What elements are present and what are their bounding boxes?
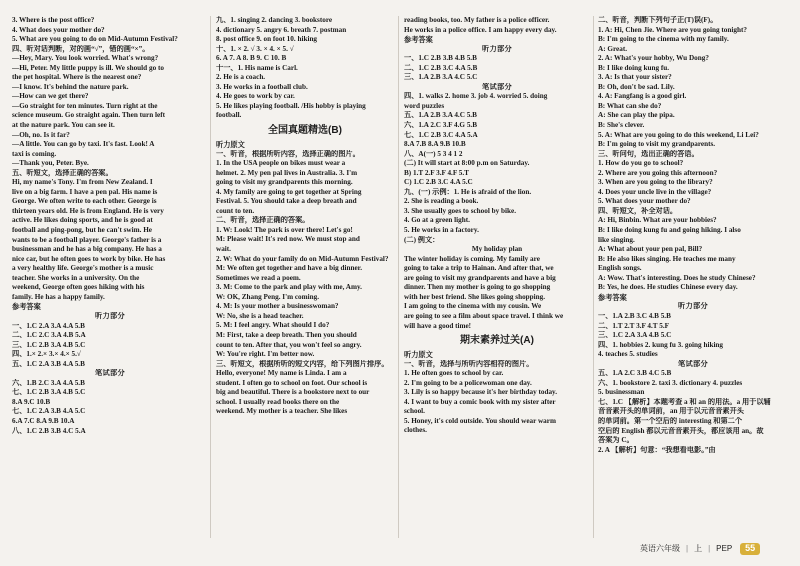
text-line: He works in a police office. I am happy every day. [404,25,557,34]
text-line: science museum. Go straight again. Then turn left [12,111,165,120]
column-4 [596,16,790,538]
text-line: 三、听短文，根据所听的短文内容，给下列图片排序。 [216,359,389,368]
text-line: 3. A: Is that your sister? [598,73,672,82]
text-line: 5. He likes playing football. /His hobby is playing [216,101,366,110]
text-line: 六、1.A 2.C 3.F 4.G 5.B [404,121,478,130]
text-line: 听力原文 [404,350,433,360]
text-line: a very healthy life. George's mother is a music [12,264,154,273]
text-line: count to ten. After that, you won't feel so angry. [216,340,362,349]
text-line: 8.A 9.C 10.B [12,397,51,406]
footer-volume: 上 [694,544,703,554]
text-line: B: I like doing kung fu. [598,63,670,72]
text-line: 七、1.C 2.B 3.A 4.B 5.C [12,388,86,397]
text-line: A: Hi, Binbin. What are your hobbies? [598,216,717,225]
text-line: 5. He works in a factory. [404,226,479,235]
text-line: —A little. You can go by taxi. It's fast. Look! A [12,140,155,149]
text-line: 5. What are you going to do on Mid-Autumn Festival? [12,35,178,44]
text-line: 六、1. bookstore 2. taxi 3. dictionary 4. puzzles [598,378,743,387]
text-line: 听力部分 [482,44,512,53]
text-line: 四、1. hobbies 2. kung fu 3. going hiking [598,340,724,349]
text-line: at the nature park. You can see it. [12,121,115,130]
text-line: student. I often go to school on foot. Our school is [216,378,368,387]
text-line: 一、听音，根据所听内容，选择正确的图片。 [216,149,360,158]
footer-separator: | [708,544,711,554]
text-line: W: You're right. I'm better now. [216,350,315,359]
text-line: 一、1.C 2.B 3.B 4.B 5.B [404,54,477,63]
column-3 [402,16,592,538]
text-line: 三、1.A 2.B 3.A 4.C 5.C [404,73,478,82]
text-line: wait. [216,245,231,254]
text-line: 六、1.B 2.C 3.A 4.A 5.B [12,378,85,387]
text-line: football. [216,111,242,120]
text-line: 参考答案 [404,35,433,45]
text-line: 七、1.C 【解析】本题考查 a 和 an 的用法。a 用于以辅 [598,397,771,406]
text-line: 1. How do you go to school? [598,159,684,168]
footer-book-title: 英语六年级 [640,544,680,554]
text-line: weekend. My mother is a teacher. She likes [216,407,348,416]
text-line: B: Yes, he does. He studies Chinese every day. [598,283,738,292]
text-line: will have a good time! [404,321,472,330]
text-line: going to visit my grandparents this morning. [216,178,353,187]
text-line: 3. M: Come to the park and play with me, Amy. [216,283,362,292]
text-line: 答案为 C。 [598,436,634,445]
text-line: 3. When are you going to the library? [598,178,713,187]
text-line: 笔试部分 [482,82,512,91]
text-line: businessman and he has a big company. He has a [12,245,162,254]
text-line: 4. dictionary 5. angry 6. breath 7. postman [216,25,347,34]
text-line: 5. What does your mother do? [598,197,691,206]
text-line: 4. teaches 5. studies [598,350,658,359]
text-line: 3. She usually goes to school by bike. [404,206,517,215]
text-line: B: Oh, don't be sad. Lily. [598,82,675,91]
text-line: —Thank you, Peter. Bye. [12,159,89,168]
text-line: nice car, but he often goes to work by bike. He has [12,254,166,263]
text-line: 十一、1. His name is Carl. [216,63,298,72]
text-line: 四、1.× 2.× 3.× 4.× 5.√ [12,350,81,359]
text-line: clothes. [404,426,427,435]
text-line: 1. W: Look! The park is over there! Let's go! [216,225,353,234]
text-line: live on a big farm. I have a pen pal. His name is [12,187,158,196]
footer-edition: PEP [716,544,733,554]
text-line: A: She can play the pipa. [598,111,675,120]
text-line: 8.A 7.B 8.A 9.B 10.B [404,140,466,149]
text-line: 4. Go at a green light. [404,216,470,225]
text-line: dinner. Then my mother is going to go shopping [404,283,551,292]
text-line: 一、1.A 2.B 3.C 4.B 5.B [598,311,671,320]
text-line: 4. My family are going to get together at Spring [216,187,362,196]
section-heading: 全国真题精选(B) [268,125,342,137]
text-line: 5. businessman [598,388,645,397]
text-line: 音音素开头的单词前，an 用于以元音音素开头 [598,407,744,416]
text-line: 参考答案 [12,302,41,312]
text-line: 3. Where is the post office? [12,16,95,24]
text-line: the pet hospital. Where is the nearest one? [12,73,142,82]
text-line: 二、1.T 2.T 3.F 4.T 5.F [598,321,670,330]
text-line: —Oh, no. Is it far? [12,130,70,139]
text-line: big and beautiful. There is a bookstore next to our [216,388,370,397]
text-line: 的单词前。第一个空后的 interesting 和第二个 [598,416,743,425]
column-1 [10,16,210,538]
text-line: A: Wow. That's interesting. Does he study Chinese? [598,273,756,282]
text-line: M: First, take a deep breath. Then you should [216,330,357,339]
text-line: 五、1.A 2.C 3.B 4.C 5.B [598,369,672,378]
text-line: 九、(一) 示例：1. He is afraid of the lion. [404,187,532,196]
text-line: 听力部分 [678,302,708,311]
text-line: B: He also likes singing. He teaches me many [598,254,736,263]
text-line: 听力部分 [95,311,125,320]
column-2 [214,16,396,538]
text-line: 五、1.C 2.A 3.B 4.A 5.B [12,359,85,368]
column-divider [593,16,594,538]
text-line: school. [404,407,425,416]
text-line: are going to visit my grandparents and have a big [404,273,556,282]
text-line: 十、1. × 2. √ 3. × 4. × 5. √ [216,44,294,53]
footer-separator: | [686,544,689,554]
text-line: —Go straight for ten minutes. Turn right at the [12,101,158,110]
text-line: 5. A: What are you going to do this weekend, Li Lei? [598,130,759,139]
text-line: going to take a trip to Hainan. And after that, we [404,264,554,273]
text-line: English songs. [598,264,642,273]
column-divider [398,16,399,538]
text-line: 空后的 English 都以元音音素开头，都应该用 an。故 [598,426,764,435]
text-line: 8. post office 9. on foot 10. hiking [216,35,318,44]
text-line: C) 1.C 2.B 3.C 4.A 5.C [404,178,473,187]
text-line: active. He likes doing sports, and he is good at [12,216,153,225]
text-line: Sometimes we read a poem. [216,273,301,282]
text-line: 2. I'm going to be a policewoman one day. [404,378,532,387]
text-line: 3. He works in a football club. [216,82,308,91]
text-line: 七、1.C 2.A 3.B 4.A 5.C [12,407,86,416]
text-line: word puzzles [404,101,445,110]
text-line: 4. What does your mother do? [12,25,105,34]
text-line: 4. A: Fangfang is a good girl. [598,92,687,101]
text-line: Festival. 5. You should take a deep breath and [216,197,357,206]
text-line: 1. He often goes to school by car. [404,369,504,378]
text-line: weekend, George often goes hiking with his [12,283,145,292]
text-line: football and ping-pong, but he can't swim. He [12,226,152,235]
text-line: 五、1.A 2.B 3.A 4.C 5.B [404,111,477,120]
text-line: 2. A: What's your hobby, Wu Dong? [598,54,709,63]
text-line: 五、听短文，选择正确的答案。 [12,168,113,177]
text-line: M: We often get together and have a big dinner. [216,264,363,273]
text-line: 6. A 7. A 8. B 9. C 10. B [216,54,287,63]
text-line: 二、1.C 2.B 3.C 4.A 5.B [404,63,478,72]
text-line: A: What about your pen pal, Bill? [598,245,703,254]
text-line: 三、听问句，选出正确的答语。 [598,149,699,158]
text-line: W: No, she is a head teacher. [216,311,304,320]
text-line: thirteen years old. He is from England. He is very [12,206,164,215]
text-line: 三、1.C 2.A 3.A 4.B 5.C [598,331,672,340]
page-number: 55 [740,543,760,555]
section-heading: 期末素养过关(A) [460,335,534,347]
text-line: M: Please wait! It's red now. We must stop and [216,235,360,244]
text-line: 二、听音，判断下列句子正(T)误(F)。 [598,16,718,24]
text-line: 听力原文 [216,140,245,150]
text-line: —Hi, Peter. My little puppy is ill. We should go to [12,63,164,72]
text-line: Hello, everyone! My name is Linda. I am a [216,369,347,378]
page-footer [640,541,760,557]
text-line: W: OK, Zhang Peng. I'm coming. [216,292,320,301]
text-line: 5. M: I feel angry. What should I do? [216,321,330,330]
text-line: 七、1.C 2.B 3.C 4.A 5.A [404,130,478,139]
text-line: wants to be a football player. George's father is a [12,235,162,244]
text-line: teacher. She works in a university. On the [12,273,140,282]
text-line: 2. She is reading a book. [404,197,479,206]
text-line: B: I'm going to visit my grandparents. [598,140,716,149]
text-line: 二、听音，选择正确的答案。 [216,216,310,225]
text-line: taxi is coming. [12,149,57,158]
text-line: 4. He goes to work by car. [216,92,295,101]
text-line: 2. W: What do your family do on Mid-Autumn Festival? [216,254,389,263]
text-line: 四、1. walks 2. home 3. job 4. worried 5. doing [404,92,548,101]
text-line: —I know. It's behind the nature park. [12,82,129,91]
text-line: B: What can she do? [598,101,662,110]
column-divider [210,16,211,538]
text-line: B: She's clever. [598,121,645,130]
text-line: 4. Does your uncle live in the village? [598,187,712,196]
text-line: B: I like doing kung fu and going hiking. I also [598,226,741,235]
text-line: —Hey, Mary. You look worried. What's wrong? [12,54,159,63]
text-line: 4. I want to buy a comic book with my sister after [404,397,556,406]
text-line: I am going to the cinema with my cousin. We [404,302,542,311]
text-line: school. I usually read books there on the [216,397,340,406]
text-line: 笔试部分 [678,359,708,368]
text-line: 八、A(一) 5 3 4 1 2 [404,149,463,158]
text-line: B) 1.T 2.F 3.F 4.F 5.T [404,168,469,177]
text-line: The winter holiday is coming. My family are [404,254,540,263]
text-line: A: Great. [598,44,628,53]
text-line: helmet. 2. My pen pal lives in Australia. 3. I'm [216,168,358,177]
text-line: 笔试部分 [95,369,125,378]
text-line: (二) 例文： [404,235,440,244]
text-line: 四、听短文，补全对话。 [598,206,678,215]
text-line: 三、1.C 2.B 3.A 4.B 5.C [12,340,86,349]
text-line: 1. A: Hi, Chen Jie. Where are you going tonight? [598,25,747,34]
text-line: 四、听对话判断，对的画“√”，错的画“×”。 [12,44,150,53]
text-line: 一、1.C 2.A 3.A 4.A 5.B [12,321,85,330]
text-line: 4. M: Is your mother a businesswoman? [216,302,339,311]
text-line: My holiday plan [471,245,523,254]
text-line: (二) It will start at 8:00 p.m on Saturday. [404,159,530,168]
text-line: —How can we get there? [12,92,89,101]
text-line: 5. Honey, it's cold outside. You should wear warm [404,416,556,425]
text-line: 1. In the USA people on bikes must wear a [216,159,346,168]
text-line: Hi, my name's Tony. I'm from New Zealand. I [12,178,153,187]
text-line: are going to see a film about space travel. I think we [404,311,564,320]
text-line: 九、1. singing 2. dancing 3. bookstore [216,16,333,24]
text-line: count to ten. [216,206,255,215]
text-line: 2. A 【解析】句意：“我想看电影。”由 [598,445,716,454]
text-line: 2. Where are you going this afternoon? [598,168,718,177]
text-line: 3. Lily is so happy because it's her birthday today. [404,388,558,397]
text-line: 一、听音，选择与所听内容相符的图片。 [404,359,534,368]
text-line: reading books, too. My father is a police officer. [404,16,550,24]
text-line: 6.A 7.C 8.A 9.B 10.A [12,416,75,425]
text-line: 二、1.C 2.C 3.A 4.B 5.A [12,331,86,340]
text-line: 参考答案 [598,292,627,302]
text-line: like singing. [598,235,635,244]
text-line: 2. He is a coach. [216,73,266,82]
text-line: family. He has a happy family. [12,292,105,301]
text-line: with her best friend. She likes going shopping. [404,292,546,301]
text-line: B: I'm going to the cinema with my family. [598,35,729,44]
text-line: George. We often write to each other. George is [12,197,157,206]
text-line: 八、1.C 2.B 3.B 4.C 5.A [12,426,86,435]
